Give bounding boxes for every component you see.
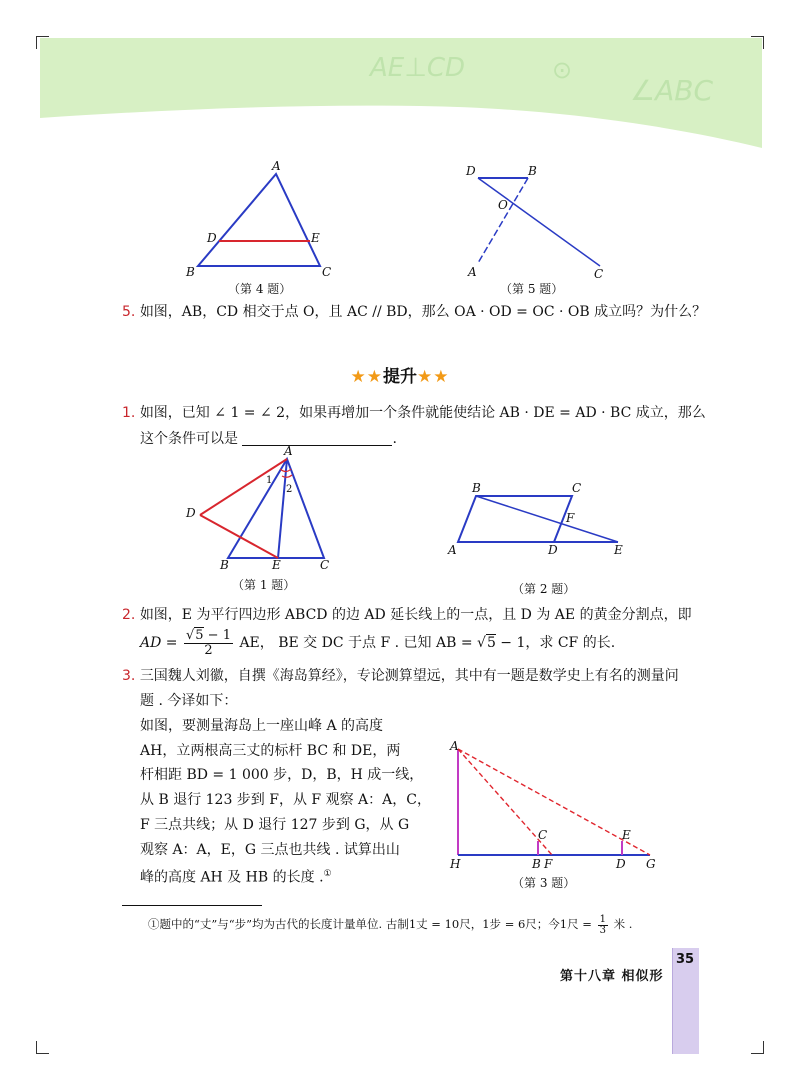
- lift2-label-f: F: [566, 511, 575, 525]
- lift-question-1-line1: [122, 402, 706, 424]
- q3-body-line: AH，立两根高三丈的标杆 BC 和 DE，两: [140, 742, 401, 759]
- ad-equals: AD =: [140, 635, 178, 651]
- lift1-label-e: E: [272, 558, 281, 572]
- ad-post-text: AE， BE 交 DC 于点 F . 已知 AB =: [239, 635, 473, 651]
- lift-question-1-number: 1.: [122, 405, 136, 421]
- frac-den: 2: [204, 642, 213, 658]
- lift1-label-b: B: [220, 558, 229, 572]
- footnote: [148, 914, 632, 936]
- lift1-label-a: A: [284, 445, 293, 458]
- q3-body-line: 如图，要测量海岛上一座山峰 A 的高度: [140, 718, 384, 734]
- lift-figure-1: [180, 445, 350, 575]
- page-number: 35: [675, 952, 695, 967]
- fig5-label-d: D: [466, 164, 476, 178]
- fig4-caption: （第 4 题）: [228, 282, 292, 296]
- lift-question-2-text: 如图，E 为平行四边形 ABCD 的边 AD 延长线上的一点，且 D 为 AE 的黄金分割点，即: [139, 607, 692, 623]
- frac-sqrt: 5: [195, 627, 204, 643]
- ab-sqrt: 5: [486, 635, 496, 651]
- lift3-label-h: H: [450, 857, 461, 871]
- fig5-label-o: O: [498, 198, 508, 212]
- star-icon-left: ★★: [350, 367, 383, 387]
- lift-question-3-text: 三国魏人刘徽，自撰《海岛算经》，专论测算望远，其中有一题是数学史上有名的测量问: [139, 668, 679, 684]
- lift1-angle-1: 1: [266, 475, 273, 486]
- q3-body-line: F 三点共线；从 D 退行 127 步到 G，从 G: [140, 816, 410, 833]
- lift3-label-a: A: [450, 739, 459, 753]
- fig5-label-b: B: [528, 164, 537, 178]
- section-title: [0, 362, 800, 387]
- fig4-label-b: B: [186, 265, 195, 279]
- q3-body-line: 杆相距 BD = 1 000 步，D，B，H 成一线，: [140, 767, 424, 784]
- lift1-label-d: D: [186, 506, 196, 520]
- chapter-title: 第十八章 相似形: [560, 969, 664, 984]
- lift3-label-g: G: [646, 857, 656, 871]
- fig4-label-e: E: [311, 231, 320, 245]
- frac-rest: − 1: [203, 627, 231, 643]
- lift2-label-a: A: [448, 543, 457, 557]
- question-5-text: 如图，AB，CD 相交于点 O，且 AC // BD，那么 OA · OD = OC · OB 成立吗？为什么？: [139, 304, 707, 320]
- lift3-label-b: B: [532, 857, 541, 871]
- lift2-label-d: D: [548, 543, 558, 557]
- figure-4: [180, 158, 340, 283]
- fig4-label-a: A: [272, 159, 281, 173]
- footnote-text: ①题中的“丈”与“步”均为古代的长度计量单位. 古制1丈 = 10尺，1步 = 6尺；今1尺 =: [148, 917, 592, 931]
- section-title-text: 提升: [383, 367, 417, 387]
- lift1-angle-2: 2: [286, 484, 293, 495]
- lift-question-1-line2-text: 这个条件可以是: [140, 431, 238, 447]
- footnote-frac-den: 3: [599, 924, 606, 936]
- lift-figure-2: [440, 472, 640, 562]
- footnote-fraction: [598, 915, 608, 936]
- lift3-label-c: C: [538, 828, 548, 842]
- lift-question-3-line1: [122, 665, 679, 687]
- banner-decor-2: ⊙: [552, 56, 573, 84]
- question-5: [122, 301, 706, 323]
- ab-post-text: − 1，求 CF 的长.: [495, 635, 616, 651]
- fig5-label-a: A: [468, 265, 477, 279]
- lift-fig3-caption: （第 3 题）: [512, 876, 576, 890]
- lift-question-2-line1: [122, 604, 692, 626]
- q3-body-line: 峰的高度 AH 及 HB 的长度 .①: [140, 869, 332, 886]
- lift-question-3-body: [140, 714, 431, 891]
- answer-blank: [242, 431, 392, 446]
- banner-decor-1: AE⊥CD: [370, 53, 466, 83]
- lift-figure-3: [440, 735, 670, 875]
- lift-fig1-caption: （第 1 题）: [232, 578, 296, 592]
- lift3-label-e: E: [622, 828, 631, 842]
- lift-question-2-line2: AD = $\frac{√5 - 1}{2}$ AE， BE 交 DC 于点 F . 已知 AB = √5 − 1，求 CF 的长.: [140, 627, 616, 658]
- banner-decor-3: ∠ABC: [630, 74, 714, 107]
- fig4-label-d: D: [207, 231, 217, 245]
- footnote-mark: ①: [323, 869, 332, 880]
- golden-ratio-fraction: $\frac{√5 - 1}{2}$: [185, 627, 231, 658]
- footnote-frac-num: 1: [599, 913, 606, 925]
- lift2-label-e: E: [614, 543, 623, 557]
- lift3-label-f: F: [544, 857, 553, 871]
- crop-mark-bottom-left: [36, 1041, 49, 1054]
- fig4-label-c: C: [322, 265, 332, 279]
- footnote-rule: [122, 905, 262, 906]
- footnote-unit: 米 .: [613, 917, 633, 931]
- header-banner: [40, 38, 762, 148]
- lift1-label-c: C: [320, 558, 330, 572]
- lift-question-2-number: 2.: [122, 607, 136, 623]
- fig5-caption: （第 5 题）: [500, 282, 564, 296]
- q3-body-line: 从 B 退行 123 步到 F，从 F 观察 A：A，C，: [140, 792, 431, 809]
- figure-5: [460, 158, 620, 283]
- lift-question-3-line2: 题 . 今译如下：: [140, 693, 238, 709]
- lift3-label-d: D: [616, 857, 626, 871]
- lift-question-1-period: .: [392, 431, 397, 447]
- lift2-label-b: B: [472, 481, 481, 495]
- question-5-number: 5.: [122, 304, 136, 320]
- lift2-label-c: C: [572, 481, 582, 495]
- crop-mark-bottom-right: [751, 1041, 764, 1054]
- lift-question-3-number: 3.: [122, 668, 136, 684]
- fig5-label-c: C: [594, 267, 604, 281]
- star-icon-right: ★★: [417, 367, 450, 387]
- q3-body-line: 观察 A：A，E，G 三点也共线 . 试算出山: [140, 841, 400, 858]
- lift-fig2-caption: （第 2 题）: [512, 582, 576, 596]
- lift-question-1-text: 如图，已知 ∠ 1 = ∠ 2，如果再增加一个条件就能使结论 AB · DE = AD · BC 成立，那么: [139, 405, 706, 421]
